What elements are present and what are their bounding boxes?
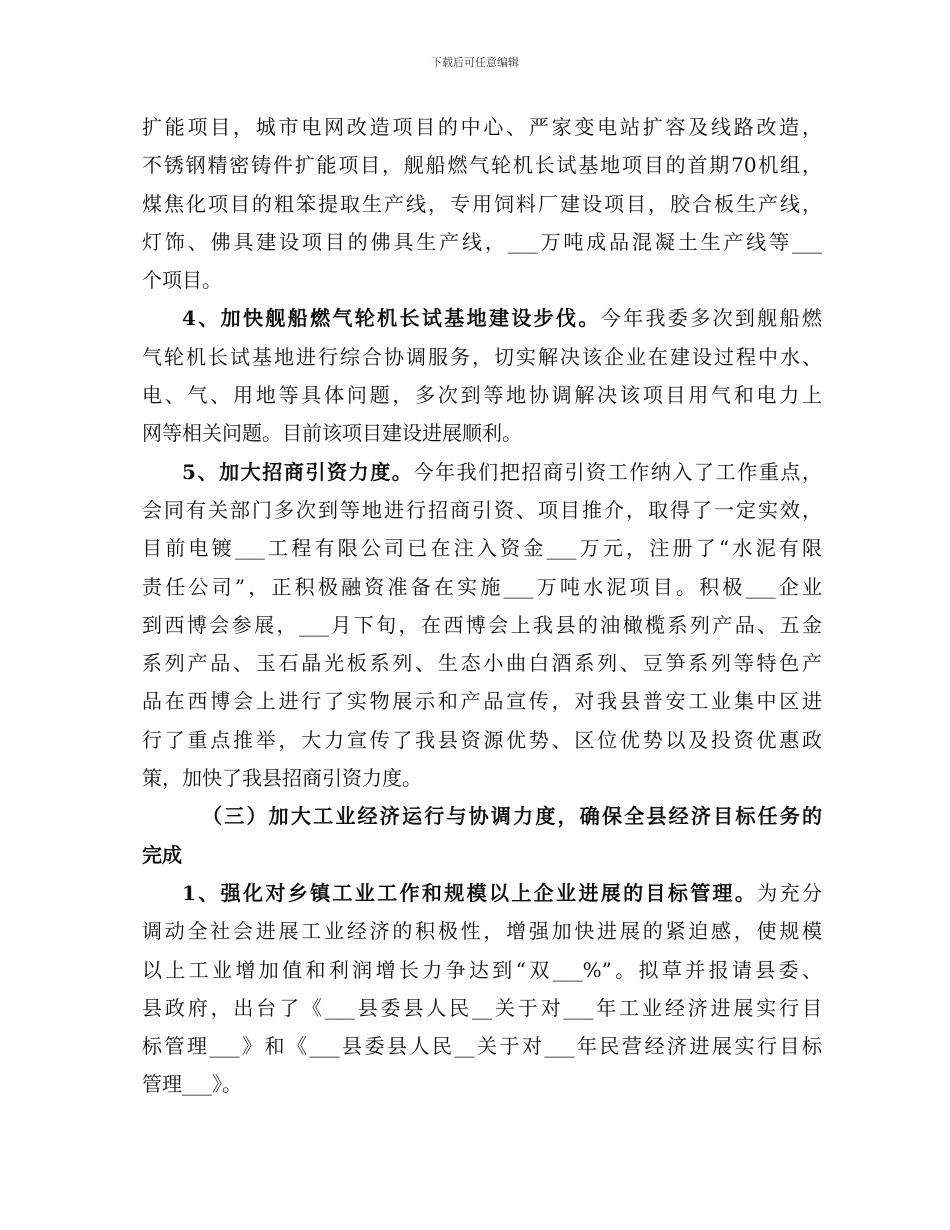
paragraph-continuation bbox=[142, 108, 822, 299]
paragraph-item-1 bbox=[142, 874, 822, 1104]
text-line: 责任公司”，正积极融资准备在实施___万吨水泥项目。积极___企业 bbox=[142, 574, 822, 599]
text-line: 电、气、用地等具体问题，多次到等地协调解决该项目用气和电力上 bbox=[142, 383, 822, 408]
text-line: 煤焦化项目的粗笨提取生产线，专用饲料厂建设项目，胶合板生产线， bbox=[142, 191, 822, 216]
text-line bbox=[142, 874, 822, 912]
page-header: 下载后可任意编辑 bbox=[431, 56, 519, 69]
text-line: 会同有关部门多次到等地进行招商引资、项目推介，取得了一定实效， bbox=[142, 497, 822, 522]
item-heading: 5、加大招商引资力度。 bbox=[182, 459, 414, 484]
text-line bbox=[142, 453, 822, 491]
text-line: 管理___》。 bbox=[142, 1072, 242, 1097]
text-line: 目前电镀___工程有限公司已在注入资金___万元，注册了“水泥有限 bbox=[142, 536, 822, 561]
text-line: 灯饰、佛具建设项目的佛具生产线，___万吨成品混凝土生产线等___ bbox=[142, 229, 822, 254]
text-line: 网等相关问题。目前该项目建设进展顺利。 bbox=[142, 421, 522, 446]
section-heading bbox=[142, 797, 822, 874]
section-heading-line: 完成 bbox=[142, 842, 182, 867]
paragraph-item-4 bbox=[142, 299, 822, 452]
paragraph-item-5 bbox=[142, 453, 822, 798]
text-line: 个项目。 bbox=[142, 268, 222, 293]
text-line: 以上工业增加值和利润增长力争达到“双___%”。拟草并报请县委、 bbox=[142, 957, 822, 982]
text-line: 行了重点推举，大力宣传了我县资源优势、区位优势以及投资优惠政 bbox=[142, 727, 822, 752]
text-line: 标管理___》和《___县委县人民__关于对___年民营经济进展实行目标 bbox=[142, 1034, 822, 1059]
text-line: 品在西博会上进行了实物展示和产品宣传，对我县普安工业集中区进 bbox=[142, 689, 822, 714]
text-line: 系列产品、玉石晶光板系列、生态小曲白酒系列、豆笋系列等特色产 bbox=[142, 651, 822, 676]
section-heading-line: （三）加大工业经济运行与协调力度，确保全县经济目标任务的 bbox=[202, 804, 822, 829]
text-line bbox=[142, 299, 822, 337]
text-line: 气轮机长试基地进行综合协调服务，切实解决该企业在建设过程中水、 bbox=[142, 344, 822, 369]
item-text: 今年我们把招商引资工作纳入了工作重点， bbox=[413, 459, 823, 484]
item-text: 今年我委多次到舰船燃 bbox=[600, 306, 823, 331]
item-heading: 4、加快舰船燃气轮机长试基地建设步伐。 bbox=[182, 306, 601, 331]
text-line: 调动全社会进展工业经济的积极性，增强加快进展的紧迫感，使规模 bbox=[142, 919, 822, 944]
text-line: 到西博会参展，___月下旬，在西博会上我县的油橄榄系列产品、五金 bbox=[142, 612, 822, 637]
text-line: 策，加快了我县招商引资力度。 bbox=[142, 766, 422, 791]
document-body bbox=[142, 108, 822, 1104]
text-line: 不锈钢精密铸件扩能项目，舰船燃气轮机长试基地项目的首期70机组， bbox=[142, 153, 822, 178]
text-line: 县政府，出台了《___县委县人民__关于对___年工业经济进展实行目 bbox=[142, 995, 822, 1020]
item-heading: 1、强化对乡镇工业工作和规模以上企业进展的目标管理。 bbox=[182, 880, 758, 905]
text-line: 扩能项目，城市电网改造项目的中心、严家变电站扩容及线路改造， bbox=[142, 115, 822, 139]
item-text: 为充分 bbox=[757, 880, 823, 905]
